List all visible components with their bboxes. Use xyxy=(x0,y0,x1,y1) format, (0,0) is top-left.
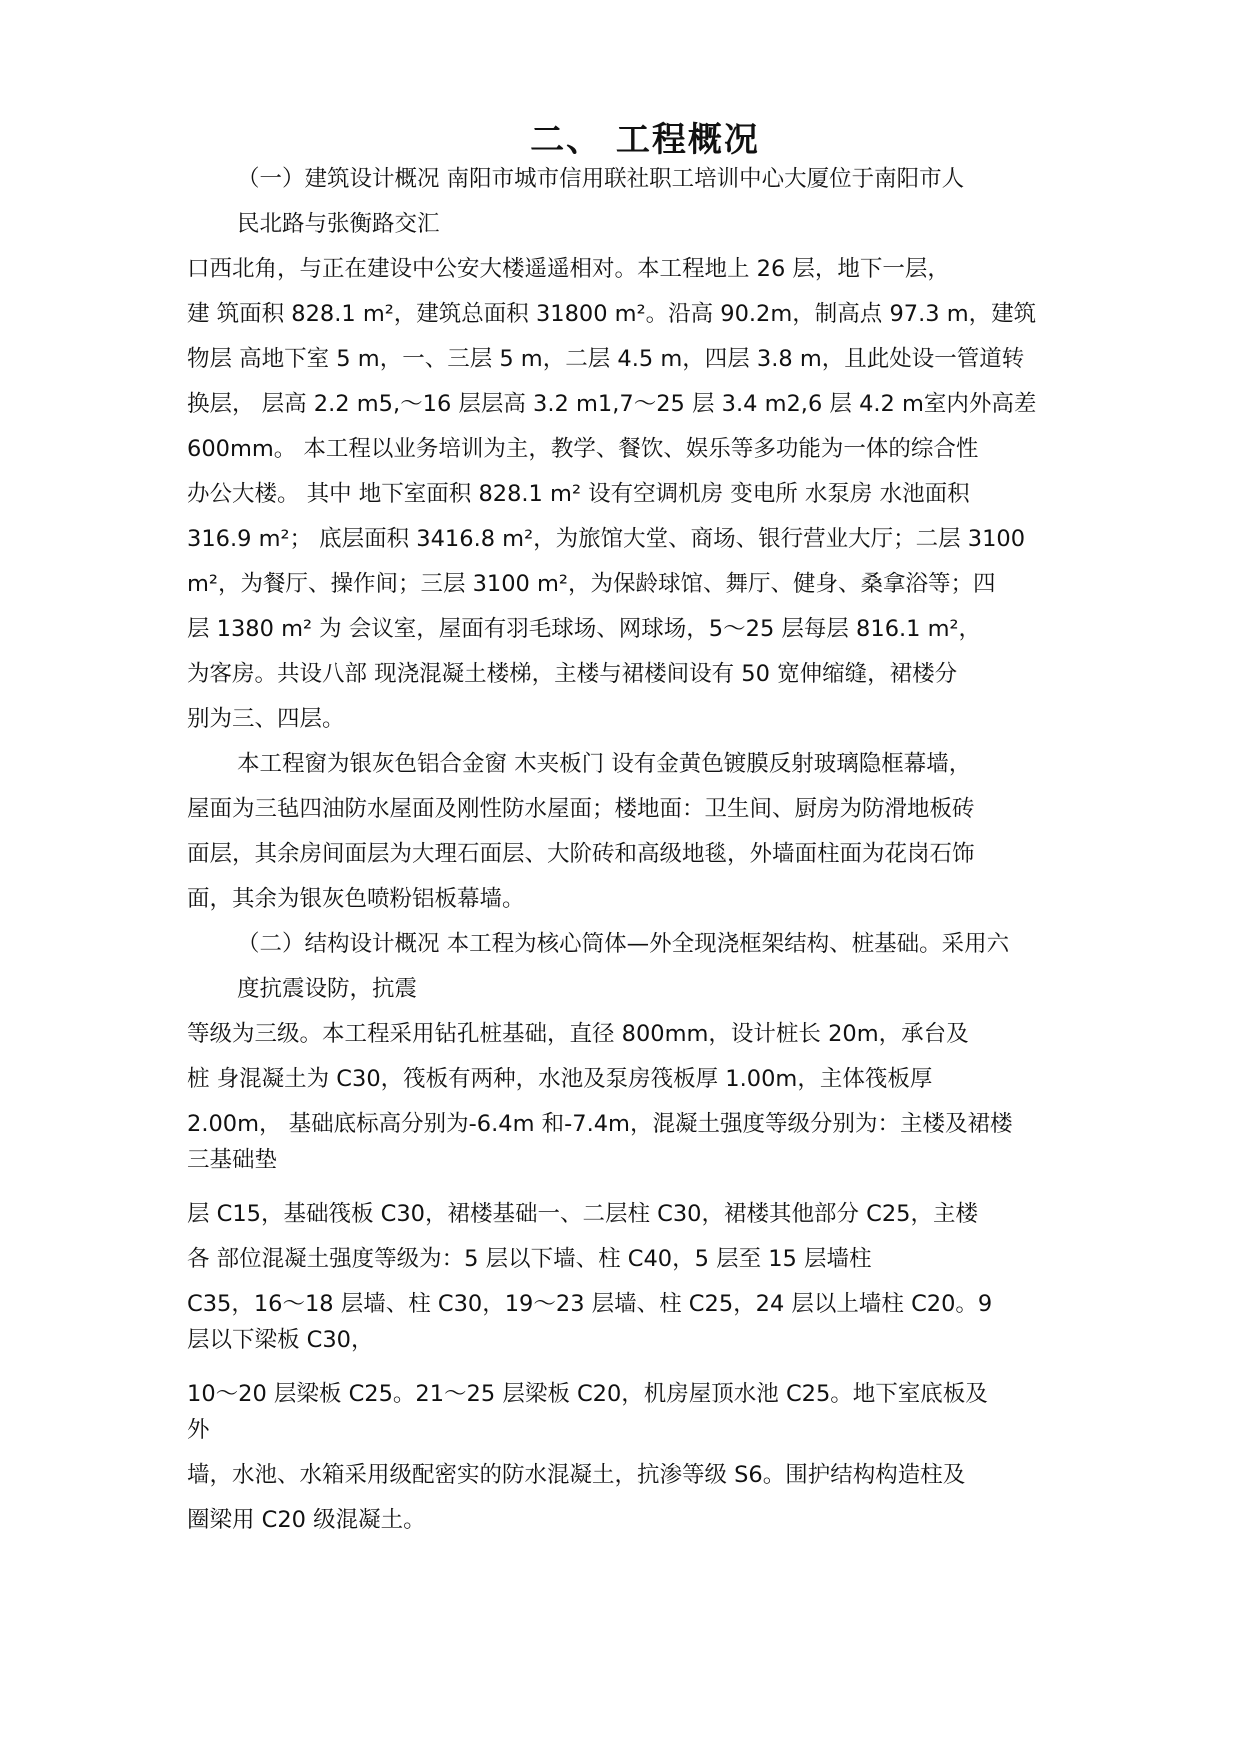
text-line: （二）结构设计概况 本工程为核心筒体—外全现浇框架结构、桩基础。采用六 xyxy=(237,931,1010,957)
text-line: 桩 身混凝土为 C30，筏板有两种，水池及泵房筏板厚 1.00m，主体筏板厚 xyxy=(187,1066,933,1092)
text-line: 换层， 层高 2.2 m5,～16 层层高 3.2 m1,7～25 层 3.4 m2,6 层 4.2 m室内外高差 xyxy=(187,391,1037,417)
text-line: 层 C15，基础筏板 C30，裙楼基础一、二层柱 C30，裙楼其他部分 C25，主楼 xyxy=(187,1201,978,1227)
text-line: 层 1380 m² 为 会议室，屋面有羽毛球场、网球场，5～25 层每层 816.1 m²， xyxy=(187,616,982,642)
text-line: 度抗震设防，抗震 xyxy=(237,976,418,1002)
page-title: 二、 工程概况 xyxy=(530,120,760,160)
text-line: m²，为餐厅、操作间；三层 3100 m²，为保龄球馆、舞厅、健身、桑拿浴等；四 xyxy=(187,571,996,597)
text-line: 口西北角，与正在建设中公安大楼遥遥相对。本工程地上 26 层，地下一层， xyxy=(187,256,950,282)
text-line: 为客房。共设八部 现浇混凝土楼梯，主楼与裙楼间设有 50 宽伸缩缝，裙楼分 xyxy=(187,661,958,687)
text-line: 外 xyxy=(187,1417,210,1443)
text-line: 墙，水池、水箱采用级配密实的防水混凝土，抗渗等级 S6。围护结构构造柱及 xyxy=(187,1462,966,1488)
text-line: 建 筑面积 828.1 m²，建筑总面积 31800 m²。沿高 90.2m，制高点 97.3 m，建筑 xyxy=(187,301,1037,327)
text-line: 等级为三级。本工程采用钻孔桩基础，直径 800mm，设计桩长 20m，承台及 xyxy=(187,1021,969,1047)
text-line: 物层 高地下室 5 m，一、三层 5 m，二层 4.5 m，四层 3.8 m，且此处设一管道转 xyxy=(187,346,1025,372)
text-line: 层以下梁板 C30， xyxy=(187,1327,374,1353)
text-line: 民北路与张衡路交汇 xyxy=(237,211,440,237)
text-line: 各 部位混凝土强度等级为：5 层以下墙、柱 C40，5 层至 15 层墙柱 xyxy=(187,1246,872,1272)
text-line: 办公大楼。 其中 地下室面积 828.1 m² 设有空调机房 变电所 水泵房 水池面积 xyxy=(187,481,970,507)
text-line: C35，16～18 层墙、柱 C30，19～23 层墙、柱 C25，24 层以上墙柱 C20。9 xyxy=(187,1291,993,1317)
text-line: 本工程窗为银灰色铝合金窗 木夹板门 设有金黄色镀膜反射玻璃隐框幕墙， xyxy=(237,751,972,777)
text-line: 圈梁用 C20 级混凝土。 xyxy=(187,1507,426,1533)
text-line: 三基础垫 xyxy=(187,1147,278,1173)
text-line: 2.00m， 基础底标高分别为-6.4m 和-7.4m，混凝土强度等级分别为：主楼及裙楼 xyxy=(187,1111,1013,1137)
text-line: 面，其余为银灰色喷粉铝板幕墙。 xyxy=(187,886,525,912)
text-line: 600mm。 本工程以业务培训为主，教学、餐饮、娱乐等多功能为一体的综合性 xyxy=(187,436,979,462)
text-line: 别为三、四层。 xyxy=(187,706,345,732)
text-line: 面层，其余房间面层为大理石面层、大阶砖和高级地毯，外墙面柱面为花岗石饰 xyxy=(187,841,975,867)
text-line: 10～20 层梁板 C25。21～25 层梁板 C20，机房屋顶水池 C25。地下室底板及 xyxy=(187,1381,988,1407)
text-line: 屋面为三毡四油防水屋面及刚性防水屋面；楼地面：卫生间、厨房为防滑地板砖 xyxy=(187,796,975,822)
text-line: （一）建筑设计概况 南阳市城市信用联社职工培训中心大厦位于南阳市人 xyxy=(237,166,965,192)
text-line: 316.9 m²； 底层面积 3416.8 m²，为旅馆大堂、商场、银行营业大厅；二层 3100 xyxy=(187,526,1026,552)
